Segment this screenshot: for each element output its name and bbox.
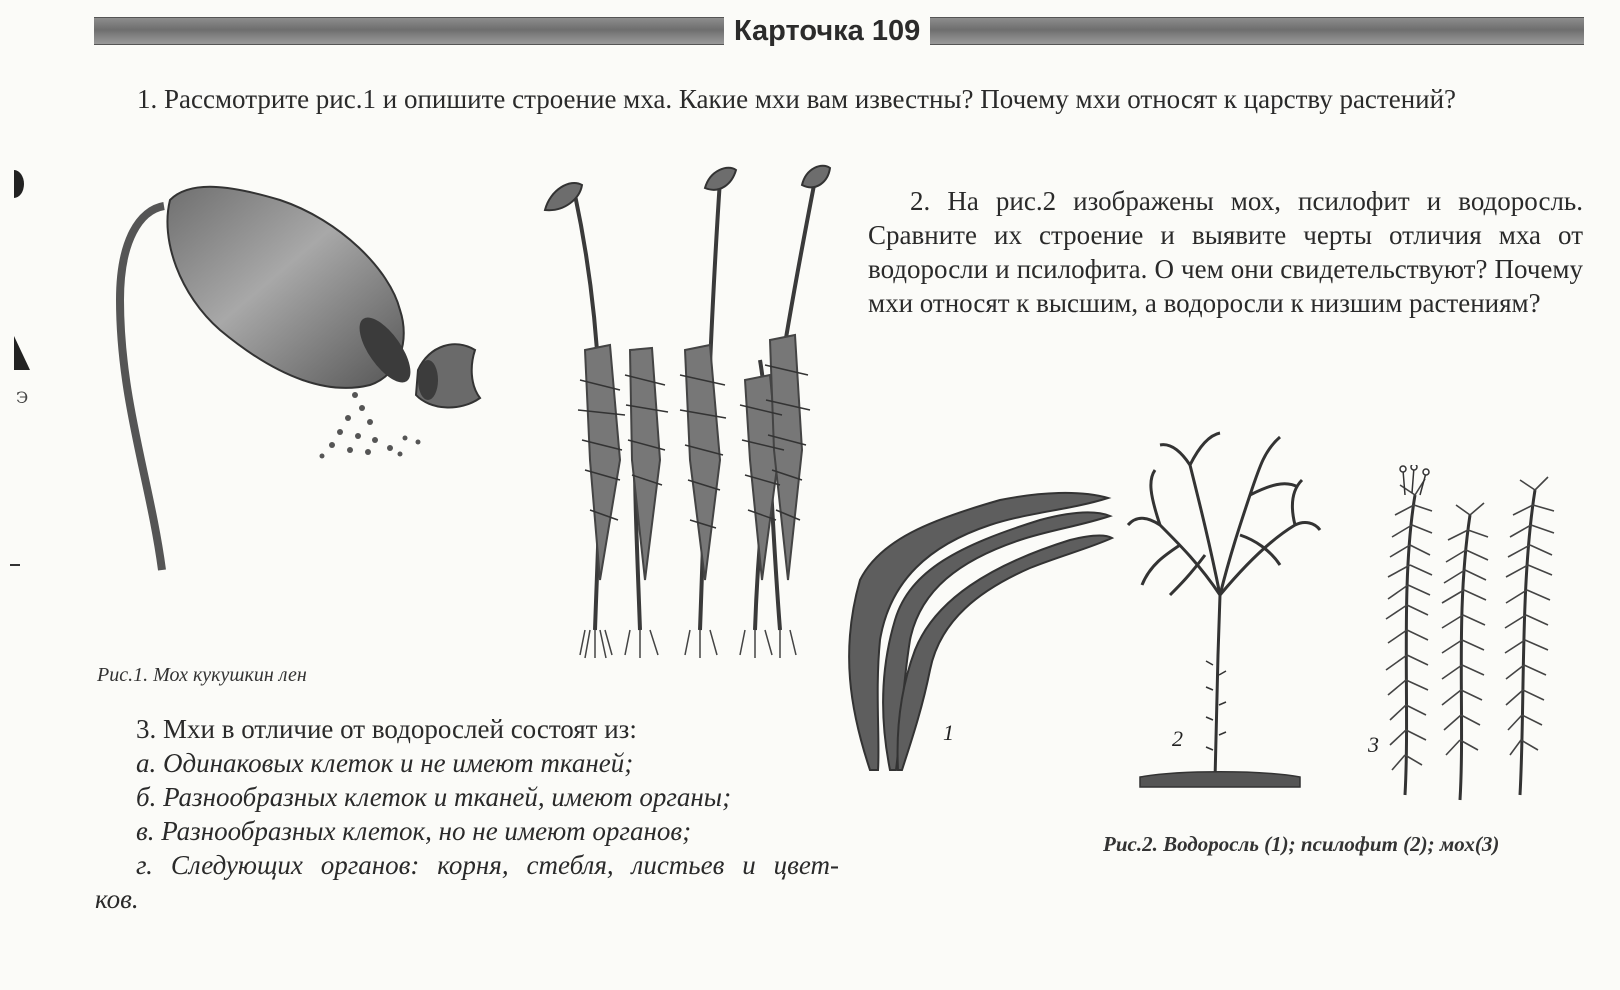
figure-1-caption: Рис.1. Мох кукушкин лен [97, 664, 307, 686]
answer-option-b: б. Разнообразных клеток и тканей, имеют органы; [136, 782, 732, 812]
question-1-text: 1. Рассмотрите рис.1 и опишите строение мха. Какие мхи вам известны? Почему мхи относят к царству растений? [137, 84, 1457, 114]
question-3-title: 3. Мхи в отличие от водорослей состоят из: [136, 714, 637, 744]
margin-marks [0, 160, 40, 580]
algae-illustration [840, 490, 1120, 780]
card-title: Карточка 109 [724, 13, 930, 49]
figure-2-label-psilophyte: 2 [1172, 726, 1183, 751]
psilophyte-illustration [1120, 425, 1330, 805]
figure-2-label-algae: 1 [943, 720, 954, 745]
header-bar [94, 17, 1584, 45]
question-2-text: 2. На рис.2 изображены мох, псилофит и водоросль. Сравните их строение и выявите черты отличия мха от водоросли и псилофита. О чем они свидетельствуют? Почему мхи относят к высшим, а водоросли к низшим растениям? [868, 186, 1583, 318]
moss-plants-illustration [540, 160, 840, 670]
answer-option-c: в. Разнообразных клеток, но не имеют органов; [136, 816, 692, 846]
moss-shoots-illustration [1370, 465, 1580, 810]
figure-2-caption: Рис.2. Водоросль (1); псилофит (2); мох(3) [1103, 832, 1500, 856]
figure-2-label-moss: 3 [1368, 732, 1379, 757]
svg-text:Э: Э [16, 388, 29, 407]
moss-capsule-illustration [100, 180, 500, 580]
answer-option-d: г. Следующих органов: корня, стебля, листьев и цвет- [136, 850, 839, 880]
answer-option-a: а. Одинаковых клеток и не имеют тканей; [136, 748, 634, 778]
answer-option-d-continued: ков. [95, 884, 139, 914]
